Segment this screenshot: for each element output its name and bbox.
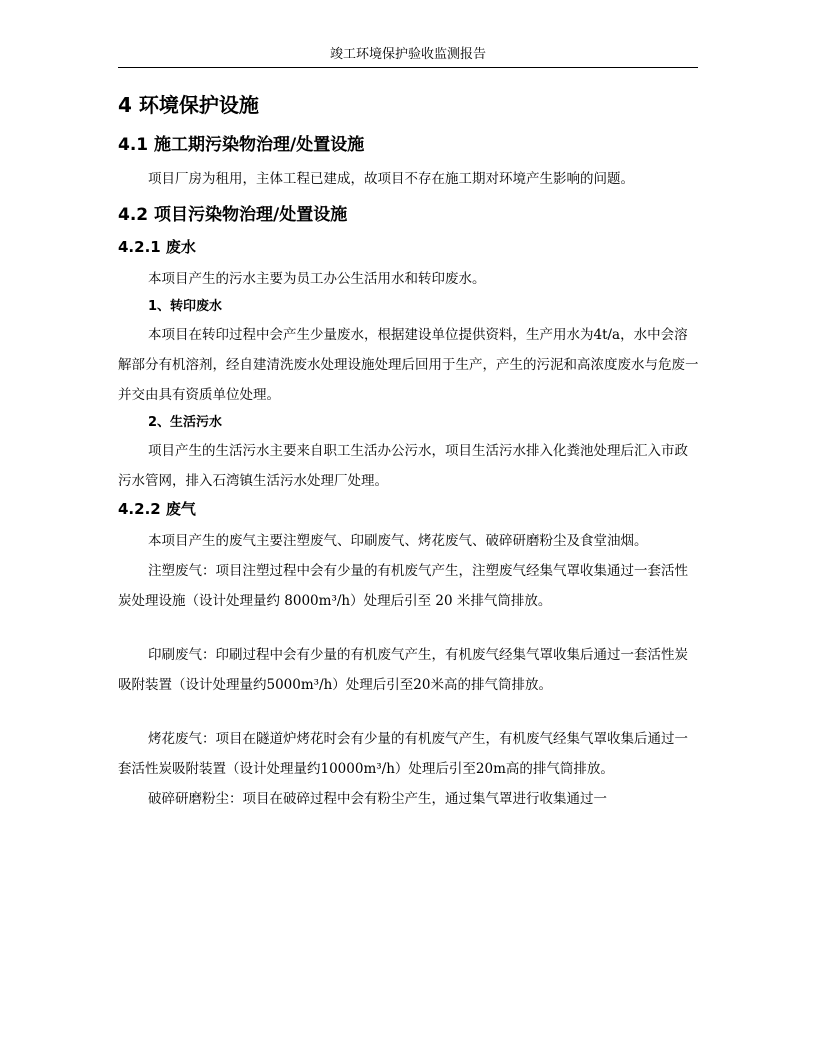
section-4-1-title: 4.1 施工期污染物治理/处置设施 <box>118 135 365 155</box>
document-body <box>118 86 700 814</box>
exhaust-intro: 本项目产生的废气主要注塑废气、印刷废气、烤花废气、破碎研磨粉尘及食堂油烟。 <box>148 533 648 549</box>
transfer-wastewater-text: 本项目在转印过程中会产生少量废水，根据建设单位提供资料，生产用水为4t/a，水中会溶解部分有机溶剂，经自建清洗废水处理设施处理后回用于生产，产生的污泥和高浓度废水与危废一并交由具有资质单位处理。 <box>118 327 699 403</box>
crushing-dust-text: 破碎研磨粉尘：项目在破碎过程中会有粉尘产生，通过集气罩进行收集通过一 <box>148 791 607 807</box>
printing-exhaust-text: 印刷废气：印刷过程中会有少量的有机废气产生，有机废气经集气罩收集后通过一套活性炭吸附装置（设计处理量约5000m³/h）处理后引至20米高的排气筒排放。 <box>118 647 688 693</box>
injection-exhaust-text: 注塑废气：项目注塑过程中会有少量的有机废气产生，注塑废气经集气罩收集通过一套活性炭处理设施（设计处理量约 8000m³/h）处理后引至 20 米排气筒排放。 <box>118 563 688 609</box>
section-4-2-1-title: 4.2.1 废水 <box>118 238 196 256</box>
section-4-1-paragraph: 项目厂房为租用，主体工程已建成，故项目不存在施工期对环境产生影响的问题。 <box>148 171 634 187</box>
transfer-wastewater-title: 1、转印废水 <box>148 299 223 314</box>
wastewater-intro: 本项目产生的污水主要为员工办公生活用水和转印废水。 <box>148 271 486 287</box>
domestic-sewage-title: 2、生活污水 <box>148 415 223 430</box>
baking-exhaust-text: 烤花废气：项目在隧道炉烤花时会有少量的有机废气产生，有机废气经集气罩收集后通过一套活性炭吸附装置（设计处理量约10000m³/h）处理后引至20m高的排气筒排放。 <box>118 731 688 777</box>
section-4-2-title: 4.2 项目污染物治理/处置设施 <box>118 205 348 225</box>
section-4-title: 4 环境保护设施 <box>118 93 259 117</box>
domestic-sewage-text: 项目产生的生活污水主要来自职工生活办公污水，项目生活污水排入化粪池处理后汇入市政污水管网，排入石湾镇生活污水处理厂处理。 <box>118 443 688 489</box>
page-header: 竣工环境保护验收监测报告 <box>118 45 698 68</box>
section-4-2-2-title: 4.2.2 废气 <box>118 500 196 518</box>
